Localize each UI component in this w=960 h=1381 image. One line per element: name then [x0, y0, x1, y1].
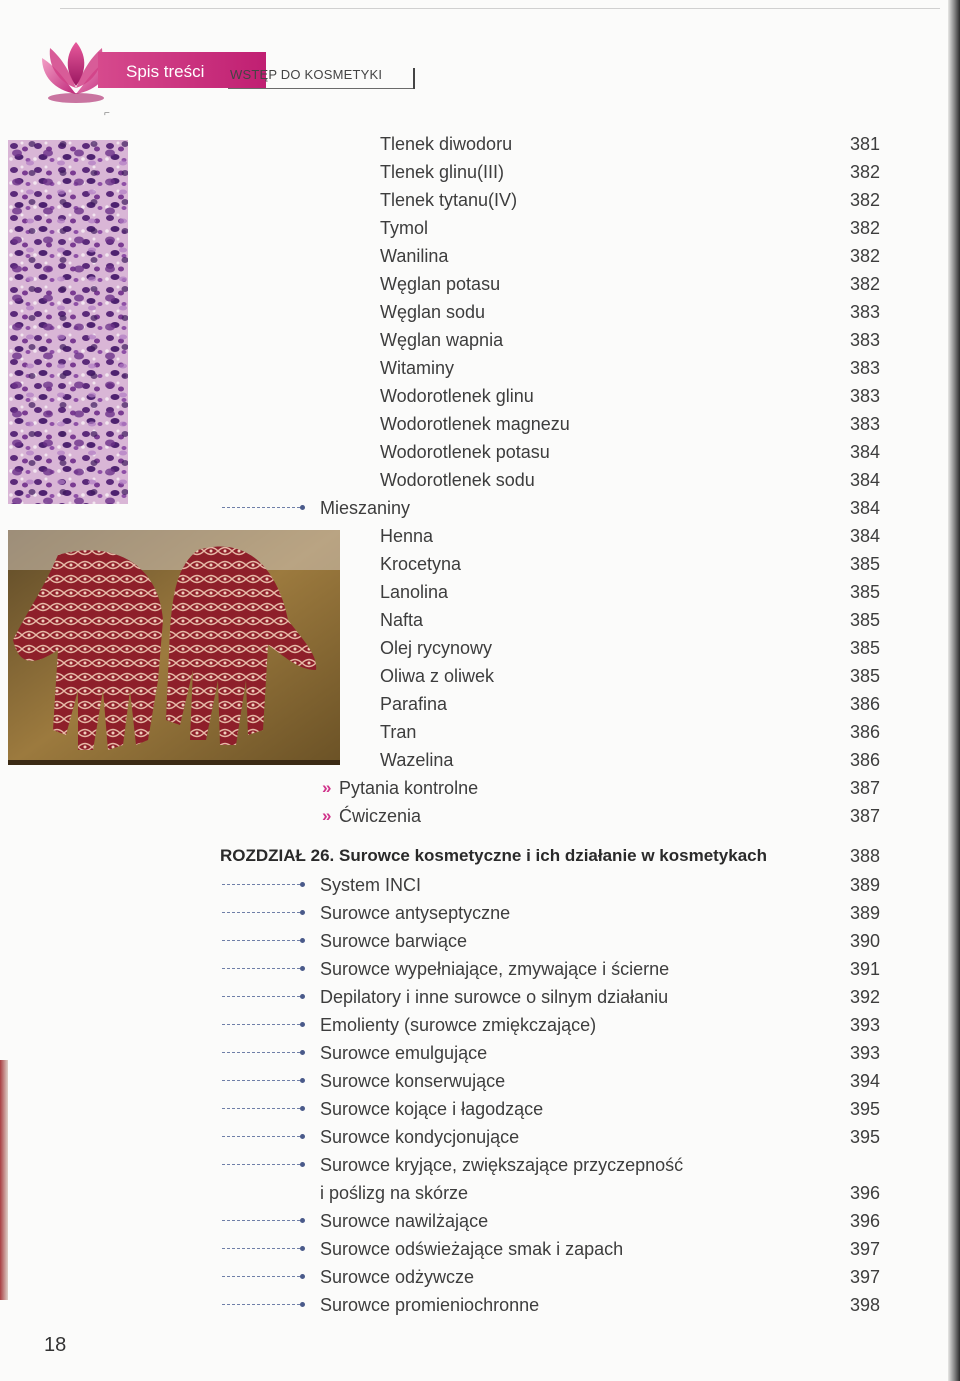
- toc-page-number: 382: [849, 246, 880, 266]
- toc-page-number: 383: [849, 358, 880, 378]
- toc-page-number: 392: [849, 987, 880, 1007]
- toc-entry-label: Henna: [380, 526, 434, 546]
- toc-section[interactable]: [0, 1067, 960, 1095]
- toc-section-label: System INCI: [320, 875, 422, 895]
- toc-entry[interactable]: [0, 606, 960, 634]
- section-arrow-icon: [222, 1080, 304, 1082]
- toc-entry[interactable]: [0, 550, 960, 578]
- toc-page-number: 386: [849, 722, 880, 742]
- toc-entry-label: Wodorotlenek glinu: [380, 386, 534, 406]
- toc-page-number: 389: [849, 875, 880, 895]
- toc-section-label: Surowce emulgujące: [320, 1043, 488, 1063]
- toc-entry-label: Tlenek diwodoru: [380, 134, 513, 154]
- toc-entry-label: Wodorotlenek magnezu: [380, 414, 570, 434]
- toc-entry-label: Ćwiczenia: [339, 806, 422, 826]
- section-arrow-icon: [222, 1024, 304, 1026]
- toc-entry[interactable]: [0, 130, 960, 158]
- toc-entry[interactable]: [0, 578, 960, 606]
- toc-section[interactable]: [0, 899, 960, 927]
- toc-page-number: 387: [849, 806, 880, 826]
- toc-page-number: 388: [849, 846, 880, 866]
- toc-page-number: 386: [849, 694, 880, 714]
- toc-page-number: 397: [849, 1267, 880, 1287]
- toc-entry-label: Krocetyna: [380, 554, 462, 574]
- toc-entry[interactable]: [0, 382, 960, 410]
- section-arrow-icon: [222, 996, 304, 998]
- toc-section[interactable]: [0, 1235, 960, 1263]
- toc-page-number: 381: [849, 134, 880, 154]
- toc-page-number: 384: [849, 526, 880, 546]
- toc-page-number: 383: [849, 302, 880, 322]
- toc-entry-label: Wazelina: [380, 750, 454, 770]
- toc-entry-label: Parafina: [380, 694, 448, 714]
- toc-entry-label: Wanilina: [380, 246, 449, 266]
- toc-page-number: 382: [849, 190, 880, 210]
- toc-entry[interactable]: [0, 354, 960, 382]
- decorative-mark: ⌐: [104, 108, 110, 119]
- toc-page-number: 385: [849, 666, 880, 686]
- toc-page-number: 384: [849, 498, 880, 518]
- toc-page-number: 387: [849, 778, 880, 798]
- toc-section-label: Surowce promieniochronne: [320, 1295, 540, 1315]
- toc-page-number: 391: [849, 959, 880, 979]
- toc-entry-label: Tlenek tytanu(IV): [380, 190, 518, 210]
- toc-page-number: 385: [849, 554, 880, 574]
- toc-entry[interactable]: [0, 438, 960, 466]
- toc-section-label: Surowce kondycjonujące: [320, 1127, 520, 1147]
- toc-page-number: 382: [849, 218, 880, 238]
- toc-page-number: 393: [849, 1015, 880, 1035]
- section-arrow-icon: [222, 507, 304, 509]
- header: [36, 36, 436, 106]
- header-title: Spis treści: [126, 62, 205, 81]
- toc-section[interactable]: [0, 983, 960, 1011]
- toc-page-number: 383: [849, 386, 880, 406]
- toc-section-label: Surowce nawilżające: [320, 1211, 489, 1231]
- toc-entry[interactable]: [0, 634, 960, 662]
- toc-section-label: Surowce kryjące, zwiększające przyczepność: [320, 1155, 684, 1175]
- toc-section[interactable]: [0, 1095, 960, 1123]
- toc-section-label: Mieszaniny: [320, 498, 411, 518]
- toc-entry[interactable]: [0, 410, 960, 438]
- toc-section[interactable]: [0, 1011, 960, 1039]
- toc-section-label: Surowce odżywcze: [320, 1267, 475, 1287]
- toc-entry[interactable]: [0, 214, 960, 242]
- section-arrow-icon: [222, 968, 304, 970]
- section-arrow-icon: [222, 912, 304, 914]
- chevron-icon: »: [322, 806, 332, 825]
- toc-entry[interactable]: [0, 718, 960, 746]
- section-arrow-icon: [222, 1248, 304, 1250]
- toc-entry[interactable]: [0, 186, 960, 214]
- toc-entry-label: Olej rycynowy: [380, 638, 493, 658]
- toc-page-number: 382: [849, 162, 880, 182]
- toc-entry[interactable]: [0, 690, 960, 718]
- toc-page-number: 390: [849, 931, 880, 951]
- toc-section-mixtures[interactable]: [0, 494, 960, 522]
- toc-page-number: 397: [849, 1239, 880, 1259]
- section-arrow-icon: [222, 1108, 304, 1110]
- toc-page-number: 398: [849, 1295, 880, 1315]
- toc-entry[interactable]: [0, 158, 960, 186]
- toc-entry-label: Nafta: [380, 610, 424, 630]
- toc-entry-label: Wodorotlenek sodu: [380, 470, 535, 490]
- toc-section-label: Surowce wypełniające, zmywające i ścierne: [320, 959, 670, 979]
- toc-entry-label: Oliwa z oliwek: [380, 666, 495, 686]
- toc-entry[interactable]: [0, 242, 960, 270]
- toc-section[interactable]: [0, 1291, 960, 1319]
- toc-section[interactable]: [0, 927, 960, 955]
- chevron-icon: »: [322, 778, 332, 797]
- toc-section[interactable]: [0, 1207, 960, 1235]
- toc-page-number: 382: [849, 274, 880, 294]
- section-arrow-icon: [222, 1164, 304, 1166]
- toc-entry-label: Węglan potasu: [380, 274, 501, 294]
- toc-section[interactable]: [0, 871, 960, 899]
- toc-section-label: Surowce barwiące: [320, 931, 468, 951]
- toc-page-number: 393: [849, 1043, 880, 1063]
- toc-entry-label: Lanolina: [380, 582, 449, 602]
- toc-entry[interactable]: [0, 326, 960, 354]
- section-arrow-icon: [222, 940, 304, 942]
- header-section-label: WSTĘP DO KOSMETYKI: [230, 67, 383, 82]
- section-arrow-icon: [222, 1052, 304, 1054]
- top-border-line: [60, 8, 940, 9]
- toc-section-continuation[interactable]: [0, 1179, 960, 1207]
- toc-section-label: Surowce konserwujące: [320, 1071, 506, 1091]
- toc-section[interactable]: [0, 1263, 960, 1291]
- toc-section-label: Surowce odświeżające smak i zapach: [320, 1239, 624, 1259]
- toc-page-number: 395: [849, 1099, 880, 1119]
- toc-page-number: 383: [849, 414, 880, 434]
- toc-entry[interactable]: [0, 746, 960, 774]
- toc-entry[interactable]: [0, 662, 960, 690]
- toc-section[interactable]: [0, 1039, 960, 1067]
- section-arrow-icon: [222, 1304, 304, 1306]
- page-number: 18: [44, 1334, 67, 1356]
- section-arrow-icon: [222, 884, 304, 886]
- toc-page-number: 385: [849, 582, 880, 602]
- toc-entry[interactable]: [0, 270, 960, 298]
- toc-page-number: 385: [849, 610, 880, 630]
- toc-page-number: 386: [849, 750, 880, 770]
- section-arrow-icon: [222, 1136, 304, 1138]
- toc-entry-label: Tymol: [380, 218, 429, 238]
- toc-entry-label: Tlenek glinu(III): [380, 162, 505, 182]
- toc-entry-label: Wodorotlenek potasu: [380, 442, 550, 462]
- toc-chapter-heading[interactable]: [0, 842, 960, 870]
- chapter-title: ROZDZIAŁ 26. Surowce kosmetyczne i ich działanie w kosmetykach: [220, 846, 768, 865]
- toc-entry-label: Węglan sodu: [380, 302, 486, 322]
- toc-entry[interactable]: [0, 522, 960, 550]
- toc-section-label: Emolienty (surowce zmiękczające): [320, 1015, 597, 1035]
- toc-entry-label: Pytania kontrolne: [339, 778, 479, 798]
- toc-section[interactable]: [0, 1151, 960, 1179]
- toc-page-number: 396: [849, 1211, 880, 1231]
- toc-section-label: Depilatory i inne surowce o silnym działaniu: [320, 987, 669, 1007]
- header-tick-mark: [413, 68, 415, 89]
- toc-page-number: 396: [849, 1183, 880, 1203]
- toc-page-number: 384: [849, 470, 880, 490]
- header-underline: [228, 88, 414, 89]
- toc-page-number: 389: [849, 903, 880, 923]
- toc-page-number: 394: [849, 1071, 880, 1091]
- toc-page-number: 385: [849, 638, 880, 658]
- toc-section-label-continued: i poślizg na skórze: [320, 1183, 469, 1203]
- toc-section-label: Surowce kojące i łagodzące: [320, 1099, 544, 1119]
- toc-page-number: 384: [849, 442, 880, 462]
- toc-review-entry[interactable]: [0, 802, 960, 830]
- toc-entry[interactable]: [0, 466, 960, 494]
- toc-entry[interactable]: [0, 298, 960, 326]
- toc-section-label: Surowce antyseptyczne: [320, 903, 511, 923]
- toc-entry-label: Tran: [380, 722, 417, 742]
- section-arrow-icon: [222, 1276, 304, 1278]
- section-arrow-icon: [222, 1220, 304, 1222]
- toc-entry-label: Węglan wapnia: [380, 330, 504, 350]
- toc-page-number: 383: [849, 330, 880, 350]
- toc-page-number: 395: [849, 1127, 880, 1147]
- toc-review-entry[interactable]: [0, 774, 960, 802]
- toc-section[interactable]: [0, 1123, 960, 1151]
- toc-section[interactable]: [0, 955, 960, 983]
- toc-entry-label: Witaminy: [380, 358, 455, 378]
